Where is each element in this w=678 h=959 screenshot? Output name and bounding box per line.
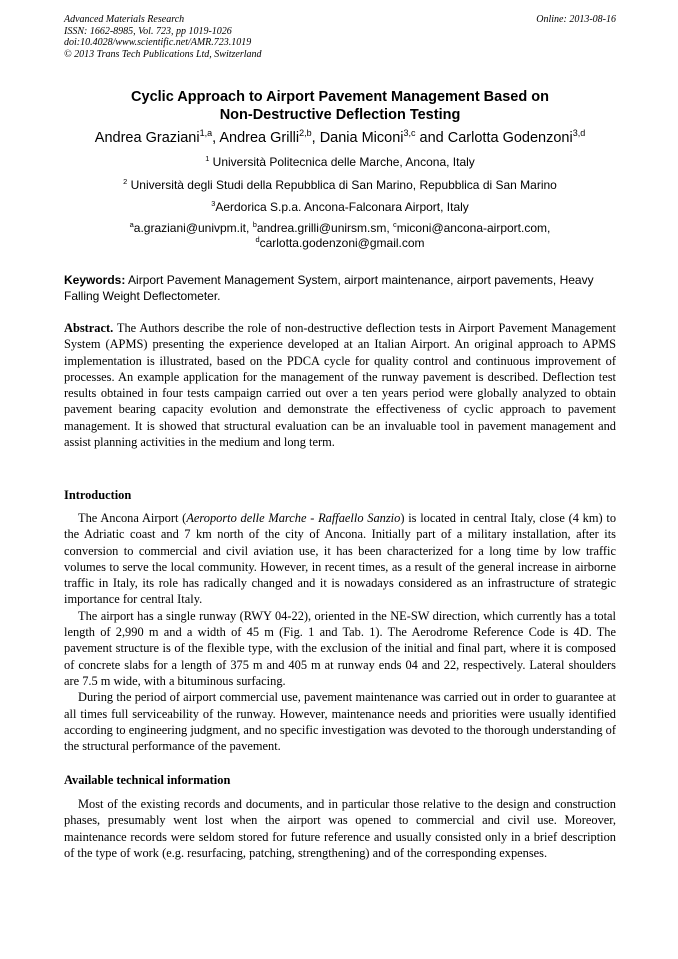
email-line-2 — [40, 236, 640, 251]
abstract-label: Abstract. — [64, 321, 114, 335]
paragraph-text: The Ancona Airport ( — [78, 511, 187, 525]
affiliation-1 — [40, 155, 640, 170]
email-a-marker: a — [129, 220, 134, 229]
title-line-1: Cyclic Approach to Airport Pavement Management Based on — [131, 89, 549, 105]
introduction-body — [64, 510, 616, 754]
author-4: Carlotta Godenzoni — [447, 130, 573, 146]
author-separator: , — [311, 130, 320, 146]
affiliation-3-text: Aerdorica S.p.a. Ancona-Falconara Airport, Italy — [215, 200, 469, 214]
affiliation-2-number: 2 — [123, 177, 128, 186]
running-header — [64, 14, 616, 60]
author-3-affil: 3,c — [403, 128, 416, 139]
section-heading-introduction: Introduction — [64, 488, 132, 502]
introduction-paragraph-1 — [64, 510, 616, 608]
email-b[interactable]: andrea.grilli@unirsm.sm, — [256, 221, 394, 235]
title-line-2: Non-Destructive Deflection Testing — [219, 107, 461, 123]
affiliation-1-text: Università Politecnica delle Marche, Ancona, Italy — [209, 155, 475, 169]
paper-title — [64, 88, 616, 124]
section-heading-technical: Available technical information — [64, 773, 231, 787]
affiliation-2-text: Università degli Studi della Repubblica di San Marino, Repubblica di San Marino — [127, 178, 557, 192]
affiliation-3-number: 3 — [211, 199, 216, 208]
technical-body — [64, 796, 616, 861]
technical-paragraph-1: Most of the existing records and documents, and in particular those relative to the design and construction phases, presumably went lost when the airport was opened to commercial and civil use. Moreover, maintenance records were seldom stored for future reference and usually consisted only in a brief description of the type of work (e.g. resurfacing, patching, strengthening) and of the corresponding expenses. — [64, 797, 616, 860]
author-2: Andrea Grilli — [219, 130, 300, 146]
abstract — [64, 320, 616, 450]
email-c-marker: c — [393, 220, 397, 229]
issn-line: ISSN: 1662-8985, Vol. 723, pp 1019-1026 — [64, 25, 232, 37]
email-c[interactable]: miconi@ancona-airport.com, — [396, 221, 551, 235]
author-4-affil: 3,d — [572, 128, 586, 139]
journal-name: Advanced Materials Research — [64, 14, 185, 25]
affiliation-1-number: 1 — [205, 154, 210, 163]
online-date: Online: 2013-08-16 — [536, 14, 616, 25]
paragraph-text: ) is located in central Italy, close (4 km) to the Adriatic coast and 7 km north of the city of Ancona. Initially part of a military installation, after its conversion to commercial and civil aviation use, it has been characterized for a long time by low traffic volumes to serve the local community. However, in recent times, as a result of the general increase in airborne traffic in Italy, its role has radically changed and it is nowadays considered as an infrastructure of strategic importance for central Italy. — [64, 511, 617, 607]
introduction-paragraph-3: During the period of airport commercial use, pavement maintenance was carried out in order to guarantee at all times full serviceability of the runway. However, maintenance needs and priorities were usually identified according to engineering judgment, and no specific investigation was devoted to the thorough understanding of the structural performance of the pavement. — [64, 690, 616, 754]
doi-line: doi:10.4028/www.scientific.net/AMR.723.1019 — [64, 37, 252, 48]
copyright-line: © 2013 Trans Tech Publications Ltd, Switzerland — [64, 48, 262, 60]
introduction-paragraph-2: The airport has a single runway (RWY 04-22), oriented in the NE-SW direction, which currently has a total length of 2,990 m and a width of 45 m (Fig. 1 and Tab. 1). The Aerodrome Reference Code is 4D. The pavement structure is of the flexible type, with the exclusion of the initial and final part, where it is composed of concrete slabs for a length of 375 m and 405 m at runway ends 04 and 22, respectively. Lateral shoulders are 7.5 m wide, with a bituminous surfacing. — [64, 608, 616, 688]
author-1-affil: 1,a — [199, 128, 213, 139]
email-d[interactable]: carlotta.godenzoni@gmail.com — [259, 236, 425, 250]
keywords-label: Keywords: — [64, 273, 126, 287]
email-d-marker: d — [255, 235, 260, 244]
affiliation-2 — [40, 178, 640, 193]
author-list — [40, 129, 640, 147]
author-separator: and — [415, 130, 448, 146]
author-1: Andrea Graziani — [94, 130, 200, 146]
email-line-1 — [40, 221, 640, 236]
author-3: Dania Miconi — [319, 130, 404, 146]
email-a[interactable]: a.graziani@univpm.it, — [133, 221, 253, 235]
keywords-text: Airport Pavement Management System, airport maintenance, airport pavements, Heavy Falling Weight Deflectometer. — [64, 273, 594, 303]
author-separator: , — [212, 130, 220, 146]
airport-italic-name: Aeroporto delle Marche - Raffaello Sanzio — [186, 511, 401, 525]
affiliation-3 — [40, 200, 640, 215]
email-b-marker: b — [252, 220, 257, 229]
author-2-affil: 2,b — [299, 128, 312, 139]
abstract-text: The Authors describe the role of non-destructive deflection tests in Airport Pavement Management System (APMS) presenting the experience developed at an Italian Airport. An original approach to APMS implementation is illustrated, based on the PDCA cycle for quality control and continuous improvement of processes. An example application for the management of the runway pavement is described. Deflection test results obtained in four tests campaign carried out over a ten years period were globally analyzed to obtain pavement bearing capacity evolution and demonstrate the effectiveness of cyclic approach to pavement management. It is showed that structural evaluation can be an invaluable tool in pavement management and assist planning activities in the medium and long term. — [64, 321, 616, 450]
keywords — [64, 272, 616, 304]
